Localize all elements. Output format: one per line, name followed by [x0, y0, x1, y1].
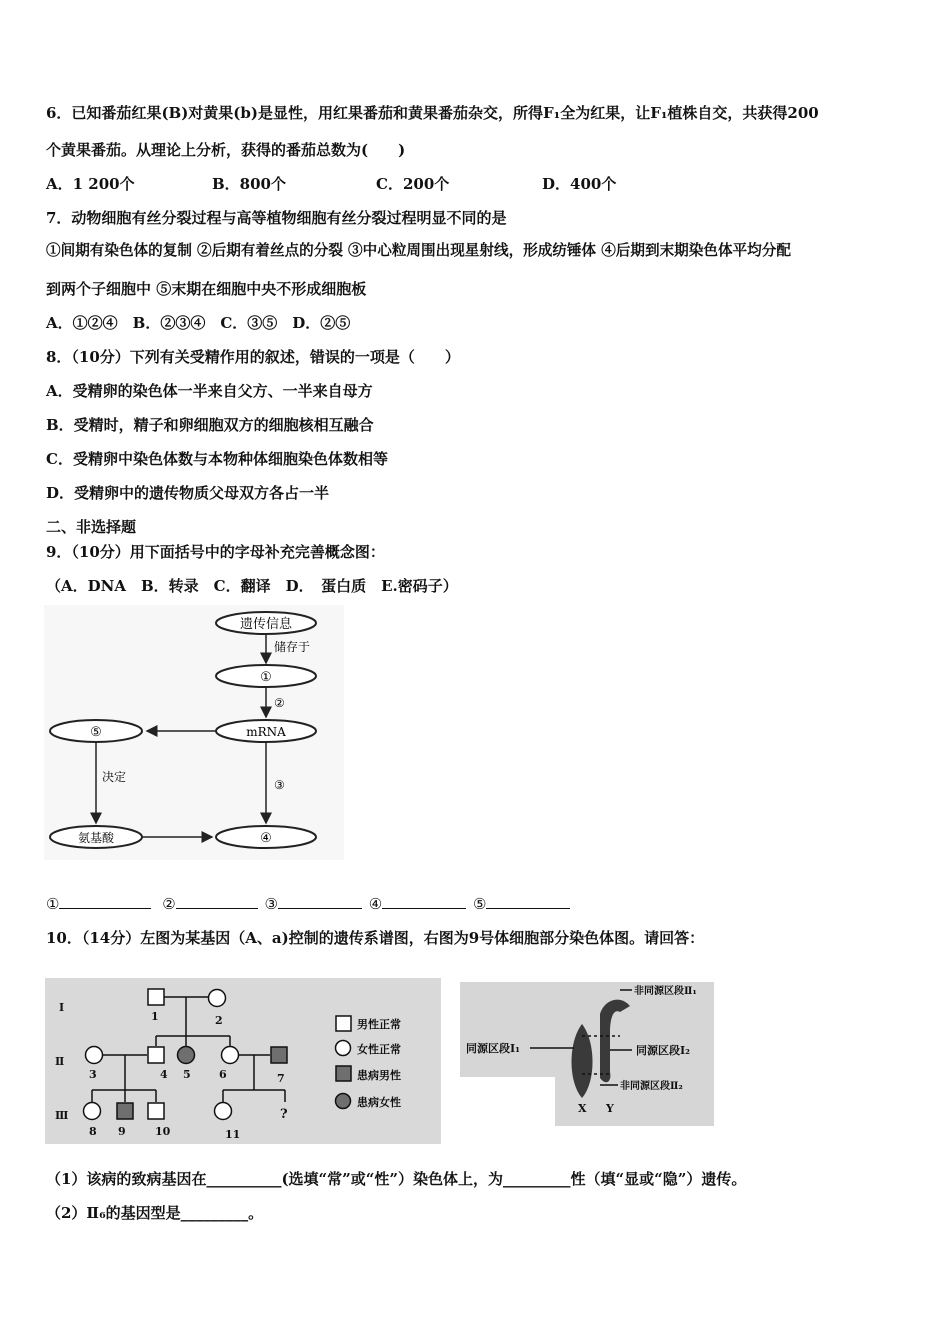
label-homologous-1: 同源区段Ⅰ₁	[466, 1042, 520, 1055]
q6-option-d: D．400个	[542, 175, 617, 193]
node-amino-acid-label: 氨基酸	[77, 831, 115, 845]
q10-stem: 10．（14分）左图为某基因（A、a)控制的遗传系谱图，右图为9号体细胞部分染色体图。请回答：	[46, 929, 705, 947]
node-mrna-label: mRNA	[246, 725, 286, 739]
id-4: 4	[160, 1068, 168, 1081]
individual-4	[148, 1047, 164, 1063]
q6-option-a: A．1 200个	[46, 175, 135, 193]
blank-5[interactable]	[486, 893, 570, 909]
individual-1	[148, 989, 164, 1005]
q6-line1: 6．已知番茄红果(B)对黄果(b)是显性，用红果番茄和黄果番茄杂交，所得F₁全为红果，让F₁植株自交，共获得200	[46, 104, 819, 122]
legend-affected-male: 患病男性	[357, 1069, 401, 1082]
id-6: 6	[219, 1068, 227, 1081]
id-7: 7	[277, 1072, 285, 1085]
blank-4-label: ④	[368, 895, 383, 913]
id-2: 2	[215, 1014, 223, 1027]
label-homologous-2: 同源区段Ⅰ₂	[636, 1044, 690, 1057]
blank-1[interactable]	[59, 893, 151, 909]
gen-label-2: Ⅱ	[55, 1055, 65, 1068]
q10-sub2: （2）Ⅱ₆的基因型是_________。	[46, 1204, 264, 1222]
id-1: 1	[151, 1010, 159, 1023]
id-unknown: ?	[280, 1107, 288, 1122]
individual-6	[222, 1047, 239, 1064]
individual-9	[117, 1103, 133, 1119]
individual-10	[148, 1103, 164, 1119]
label-stored-in: 储存于	[274, 640, 311, 654]
q8-option-d: D．受精卵中的遗传物质父母双方各占一半	[46, 484, 330, 502]
q10-sub1: （1）该病的致病基因在__________(选填“常”或“性”）染色体上，为_________性（填“显或“隐”）遗传。	[46, 1170, 747, 1188]
q6-option-c: C．200个	[376, 175, 450, 193]
label-determines: 决定	[102, 770, 127, 784]
q8-option-b: B．受精时，精子和卵细胞双方的细胞核相互融合	[46, 416, 374, 434]
legend-affected-female: 患病女性	[357, 1096, 401, 1109]
legend-normal-female-icon	[336, 1041, 351, 1056]
blank-1-label: ①	[46, 895, 60, 913]
gen-label-1: Ⅰ	[59, 1001, 65, 1014]
gen-label-3: Ⅲ	[55, 1109, 69, 1122]
q9-blanks	[46, 893, 570, 914]
individual-2	[209, 990, 226, 1007]
id-8: 8	[89, 1125, 97, 1138]
blank-3-label: ③	[264, 895, 278, 913]
individual-3	[86, 1047, 103, 1064]
label-y: Y	[606, 1102, 614, 1115]
q8-stem: 8．（10分）下列有关受精作用的叙述，错误的一项是（ ）	[46, 348, 460, 366]
legend-affected-male-icon	[336, 1066, 351, 1081]
id-3: 3	[89, 1068, 97, 1081]
blank-2[interactable]	[176, 893, 258, 909]
q9-choices: （A．DNA B．转录 C．翻译 D． 蛋白质 E.密码子）	[46, 577, 458, 595]
q7-items-line1: ①间期有染色体的复制 ②后期有着丝点的分裂 ③中心粒周围出现星射线，形成纺锤体 ④后期到末期染色体平均分配	[46, 242, 791, 259]
label-3: ③	[274, 778, 285, 792]
id-11: 11	[225, 1128, 241, 1141]
label-2: ②	[274, 696, 285, 710]
label-nonhomologous-2: 非同源区段Ⅱ₂	[620, 1081, 683, 1092]
blank-5-label: ⑤	[472, 895, 487, 913]
q7-stem: 7．动物细胞有丝分裂过程与高等植物细胞有丝分裂过程明显不同的是	[46, 209, 507, 227]
q9-stem: 9．（10分）用下面括号中的字母补充完善概念图：	[46, 543, 385, 561]
chromosome-diagram	[460, 982, 714, 1126]
q7-items-line2: 到两个子细胞中 ⑤末期在细胞中央不形成细胞板	[46, 280, 367, 298]
id-9: 9	[118, 1125, 126, 1138]
label-x: X	[578, 1102, 587, 1115]
node-5-label: ⑤	[90, 725, 102, 740]
label-nonhomologous-1: 非同源区段Ⅱ₁	[634, 986, 697, 997]
legend-normal-female: 女性正常	[357, 1043, 401, 1056]
concept-map	[44, 605, 344, 860]
section-heading: 二、非选择题	[46, 518, 137, 536]
q6-line2: 个黄果番茄。从理论上分析，获得的番茄总数为( )	[46, 141, 406, 159]
q7-options: A．①②④ B．②③④ C．③⑤ D．②⑤	[46, 314, 351, 332]
individual-5	[178, 1047, 195, 1064]
legend-normal-male: 男性正常	[357, 1018, 401, 1031]
node-1-label: ①	[260, 670, 272, 685]
individual-11	[215, 1103, 232, 1120]
node-4-label: ④	[260, 831, 272, 846]
id-10: 10	[155, 1125, 171, 1138]
q8-option-a: A．受精卵的染色体一半来自父方、一半来自母方	[46, 382, 373, 400]
individual-7	[271, 1047, 287, 1063]
legend-affected-female-icon	[336, 1094, 351, 1109]
blank-4[interactable]	[382, 893, 466, 909]
blank-3[interactable]	[278, 893, 362, 909]
q8-option-c: C．受精卵中染色体数与本物种体细胞染色体数相等	[46, 450, 388, 468]
pedigree-chart	[45, 978, 441, 1144]
id-5: 5	[183, 1068, 191, 1081]
q6-option-b: B．800个	[212, 175, 286, 193]
node-genetic-info-label: 遗传信息	[239, 617, 293, 632]
pedigree-background	[45, 978, 441, 1144]
blank-2-label: ②	[162, 895, 176, 913]
individual-8	[84, 1103, 101, 1120]
legend-normal-male-icon	[336, 1016, 351, 1031]
